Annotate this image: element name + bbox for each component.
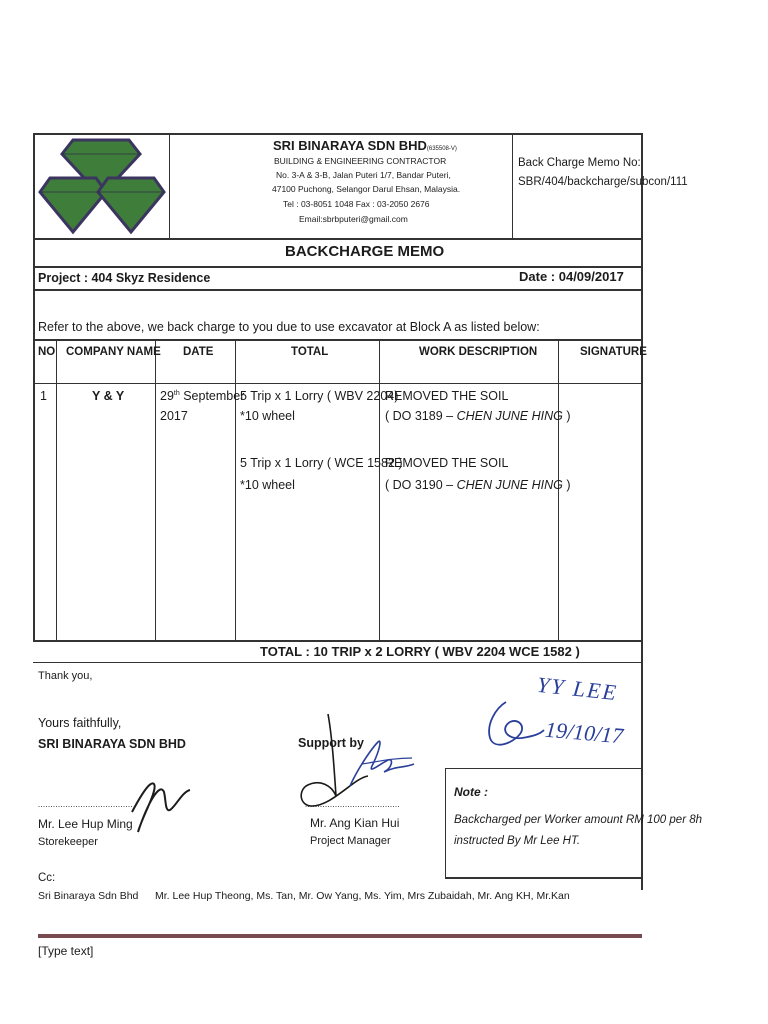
note-line-1: Backcharged per Worker amount RM 100 per 8h <box>454 814 703 826</box>
memo-no-divider <box>512 133 513 238</box>
company-line-1: BUILDING & ENGINEERING CONTRACTOR <box>274 156 447 166</box>
intro-text: Refer to the above, we back charge to you due to use excavator at Block A as listed below: <box>38 320 540 334</box>
header-bottom-border <box>33 238 642 240</box>
company-name-heading: SRI BINARAYA SDN BHD(635508-V) <box>273 138 457 153</box>
row-work-2b: ( DO 3190 – CHEN JUNE HING ) <box>385 478 571 492</box>
col-divider-2 <box>155 339 156 641</box>
company-line-2: No. 3-A & 3-B, Jalan Puteri 1/7, Bandar Puteri, <box>276 170 451 180</box>
header-total: TOTAL <box>291 346 329 358</box>
header-work-description: WORK DESCRIPTION <box>419 346 538 358</box>
row-company: Y & Y <box>92 389 125 403</box>
table-top-border <box>33 339 642 341</box>
thank-you: Thank you, <box>38 670 93 682</box>
row-total-1b: *10 wheel <box>240 409 295 423</box>
approval-signature <box>476 688 546 754</box>
company-reg-no: (635508-V) <box>426 146 457 152</box>
storekeeper-name: Mr. Lee Hup Ming <box>38 817 133 831</box>
total-row-bottom <box>33 662 642 663</box>
header-no: NO <box>38 346 56 358</box>
row-no: 1 <box>40 389 47 403</box>
row-work-1b: ( DO 3189 – CHEN JUNE HING ) <box>385 409 571 423</box>
memo-no-label: Back Charge Memo No: <box>518 157 641 169</box>
title-bottom-border <box>33 266 642 268</box>
row-total-2b: *10 wheel <box>240 478 295 492</box>
cc-label: Cc: <box>38 872 56 884</box>
row-total-1a: 5 Trip x 1 Lorry ( WBV 2204) <box>240 389 399 403</box>
pm-name: Mr. Ang Kian Hui <box>310 816 400 830</box>
logo-divider <box>169 133 170 238</box>
yours-faithfully: Yours faithfully, <box>38 716 122 730</box>
project-manager-signature <box>292 706 422 818</box>
pm-signature-line: ...................................... <box>305 800 400 809</box>
row-date: 29th September <box>160 389 245 403</box>
pm-title: Project Manager <box>310 835 391 847</box>
handwritten-date: 19/10/17 <box>544 716 625 749</box>
date-suffix: th <box>173 389 180 397</box>
company-line-4: Tel : 03-8051 1048 Fax : 03-2050 2676 <box>283 199 430 209</box>
storekeeper-signature <box>120 762 200 842</box>
note-title: Note : <box>454 785 488 799</box>
footer-rule <box>38 934 642 938</box>
storekeeper-title: Storekeeper <box>38 836 98 848</box>
col-divider-1 <box>56 339 57 641</box>
company-line-3: 47100 Puchong, Selangor Darul Ehsan, Malaysia. <box>272 184 461 194</box>
col-divider-4 <box>379 339 380 641</box>
header-date: DATE <box>183 346 214 358</box>
row-work-1a: REMOVED THE SOIL <box>385 389 509 403</box>
header-company-name: COMPANY NAME <box>66 346 161 358</box>
project-name: Project : 404 Skyz Residence <box>38 271 211 285</box>
header-top-border <box>33 133 642 135</box>
row-work-2a: REMOVED THE SOIL <box>385 456 509 470</box>
footer-company: SRI BINARAYA SDN BHD <box>38 737 186 751</box>
handwritten-name: YY LEE <box>535 671 620 706</box>
cc-company: Sri Binaraya Sdn Bhd <box>38 890 139 902</box>
table-bottom-border <box>33 640 642 642</box>
company-logo <box>36 138 168 238</box>
project-bottom-border <box>33 289 642 291</box>
support-by: Support by <box>298 736 364 750</box>
note-line-2: instructed By Mr Lee HT. <box>454 835 581 847</box>
cc-names: Mr. Lee Hup Theong, Ms. Tan, Mr. Ow Yang, Ms. Yim, Mrs Zubaidah, Mr. Ang KH, Mr.Kan <box>155 890 570 902</box>
company-line-5: Email:sbrbputeri@gmail.com <box>299 214 408 224</box>
row-total-2a: 5 Trip x 1 Lorry ( WCE 1582 ) <box>240 456 403 470</box>
col-divider-3 <box>235 339 236 641</box>
note-box <box>445 768 703 879</box>
type-text: [Type text] <box>38 944 94 958</box>
storekeeper-signature-line: ...................................... <box>38 800 133 809</box>
header-left-border <box>33 133 35 640</box>
memo-date: Date : 04/09/2017 <box>519 269 624 284</box>
row-date-year: 2017 <box>160 409 188 423</box>
memo-no-value: SBR/404/backcharge/subcon/111 <box>518 176 688 188</box>
table-header-bottom <box>33 383 642 384</box>
memo-title: BACKCHARGE MEMO <box>285 243 445 260</box>
header-signature: SIGNATURE <box>580 346 647 358</box>
total-summary: TOTAL : 10 TRIP x 2 LORRY ( WBV 2204 WCE 1582 ) <box>260 644 580 659</box>
